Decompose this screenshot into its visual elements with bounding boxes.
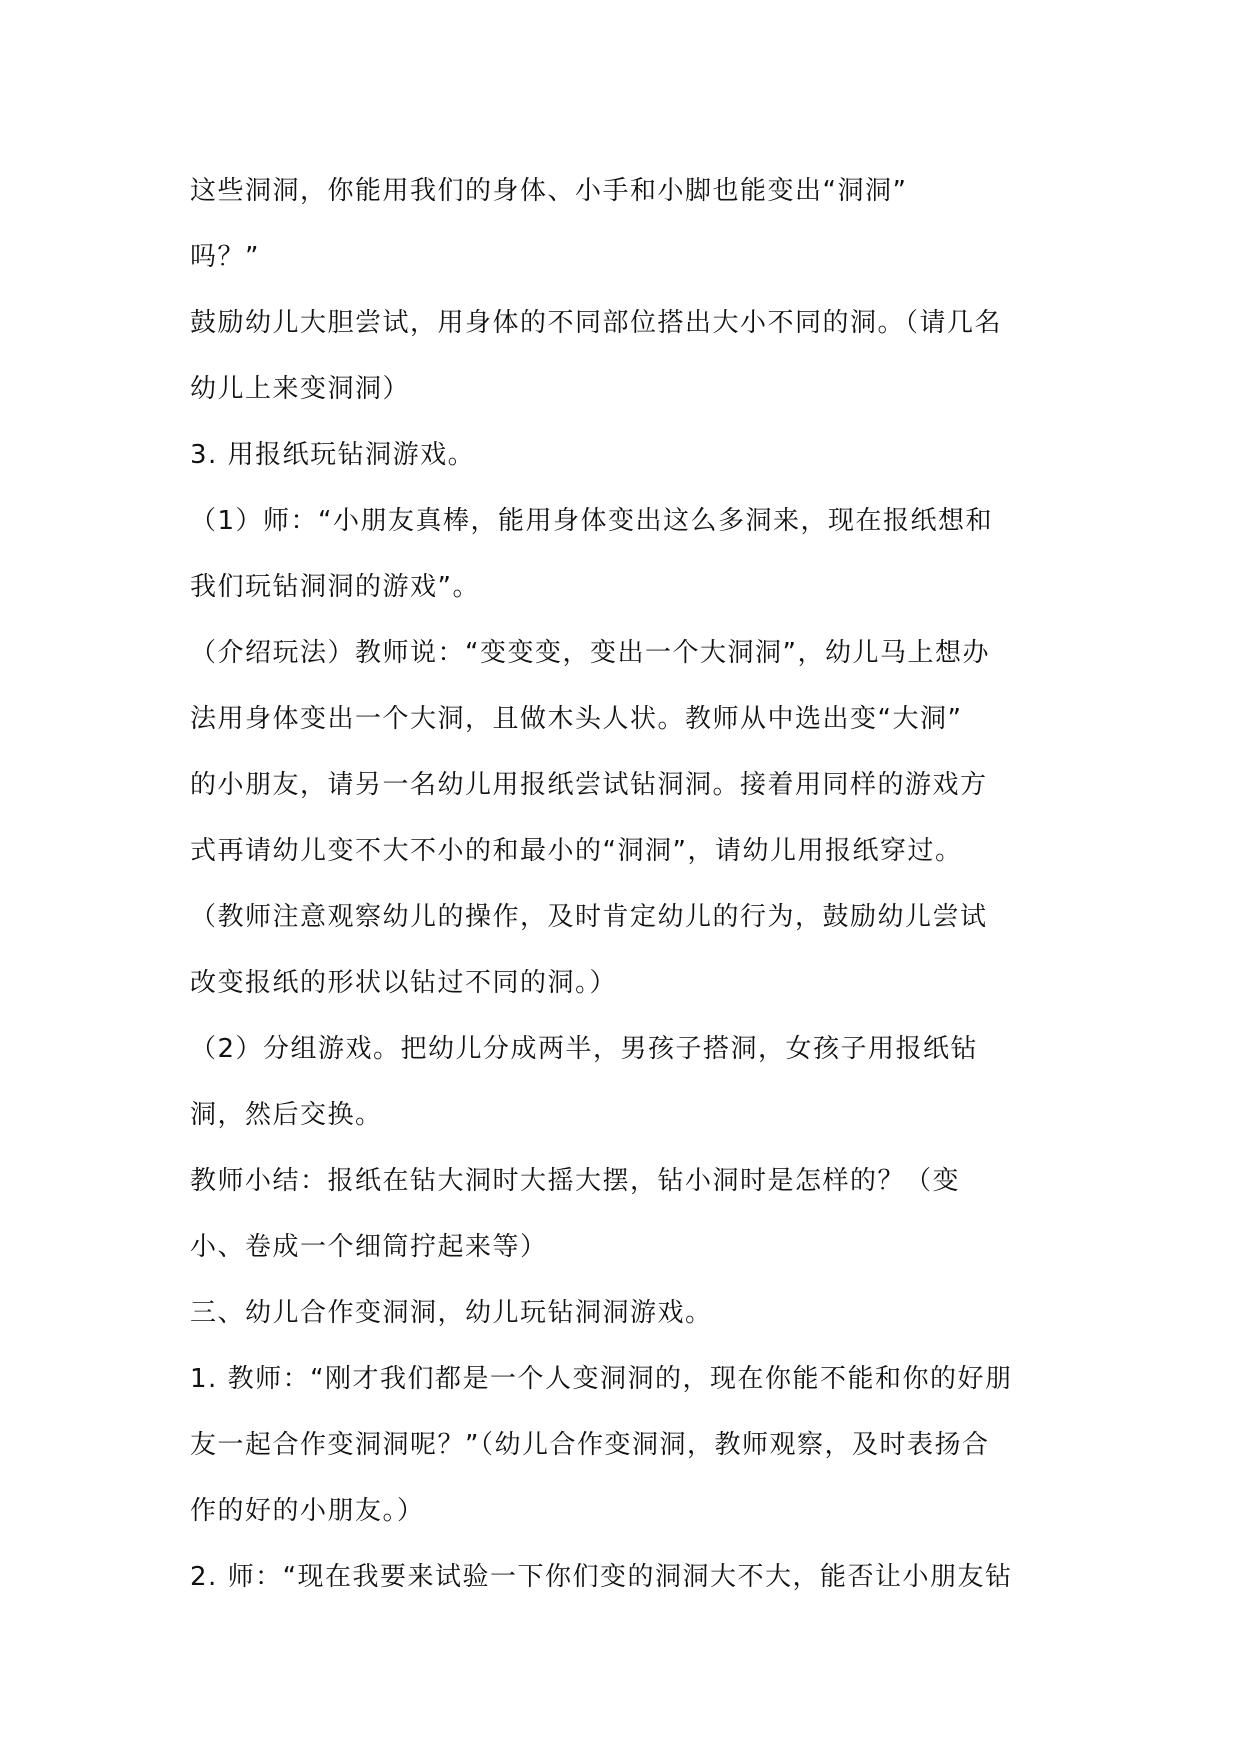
text-line: 改变报纸的形状以钻过不同的洞。） xyxy=(190,968,618,998)
text-line: 法用身体变出一个大洞，且做木头人状。教师从中选出变“大洞” xyxy=(190,704,963,734)
text-line: 1. 教师：“刚才我们都是一个人变洞洞的，现在你能不能和你的好朋 xyxy=(190,1364,1013,1394)
text-line: 小、卷成一个细筒拧起来等） xyxy=(190,1232,548,1262)
text-line: 鼓励幼儿大胆尝试，用身体的不同部位搭出大小不同的洞。（请几名 xyxy=(190,308,1003,338)
text-line: 的小朋友，请另一名幼儿用报纸尝试钻洞洞。接着用同样的游戏方 xyxy=(190,770,988,800)
text-line: 我们玩钻洞洞的游戏”。 xyxy=(190,572,480,602)
text-line: （介绍玩法）教师说：“变变变，变出一个大洞洞”，幼儿马上想办 xyxy=(190,638,990,668)
text-line: （教师注意观察幼儿的操作，及时肯定幼儿的行为，鼓励幼儿尝试 xyxy=(190,902,988,932)
body-text xyxy=(190,158,1060,1610)
text-line: （1）师：“小朋友真棒，能用身体变出这么多洞来，现在报纸想和 xyxy=(190,506,994,536)
text-line: 2. 师：“现在我要来试验一下你们变的洞洞大不大，能否让小朋友钻 xyxy=(190,1562,1013,1592)
text-line: 三、幼儿合作变洞洞，幼儿玩钻洞洞游戏。 xyxy=(190,1298,713,1328)
text-line: （2）分组游戏。把幼儿分成两半，男孩子搭洞，女孩子用报纸钻 xyxy=(190,1034,979,1064)
text-line: 式再请幼儿变不大不小的和最小的“洞洞”，请幼儿用报纸穿过。 xyxy=(190,836,963,866)
text-line: 幼儿上来变洞洞） xyxy=(190,374,411,404)
text-line: 友一起合作变洞洞呢？”（幼儿合作变洞洞，教师观察，及时表扬合 xyxy=(190,1430,990,1460)
text-line: 教师小结：报纸在钻大洞时大摇大摆，钻小洞时是怎样的？（变 xyxy=(190,1166,961,1196)
text-line: 洞，然后交换。 xyxy=(190,1100,383,1130)
text-line: 作的好的小朋友。） xyxy=(190,1496,425,1526)
text-line: 吗？” xyxy=(190,242,260,272)
text-line: 这些洞洞，你能用我们的身体、小手和小脚也能变出“洞洞” xyxy=(190,176,908,206)
text-line: 3. 用报纸玩钻洞游戏。 xyxy=(190,440,476,470)
